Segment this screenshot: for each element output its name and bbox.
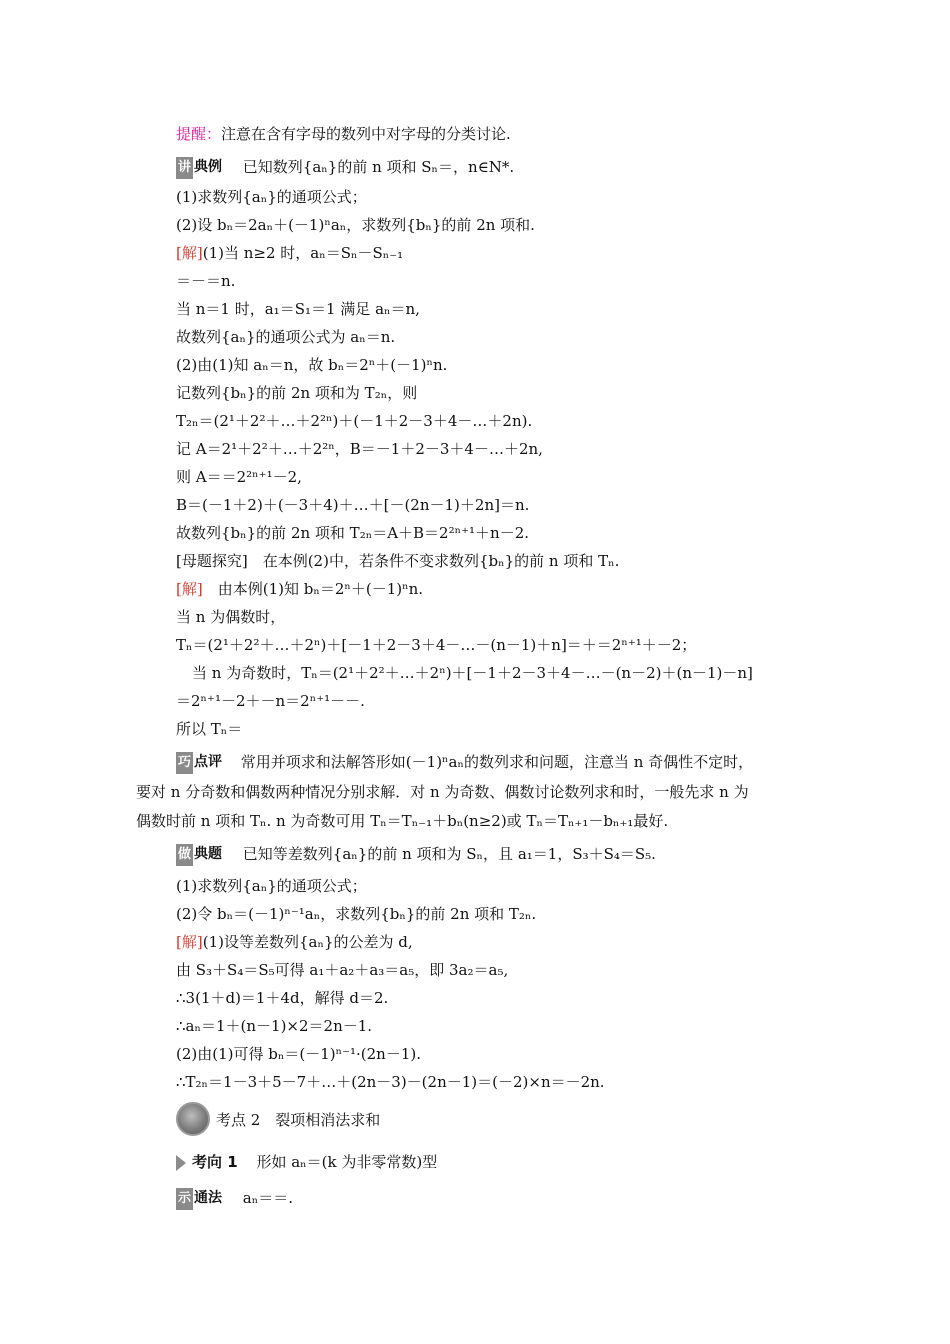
example-tag bbox=[176, 157, 222, 179]
exercise-question-1: (1)求数列{aₙ}的通项公式； bbox=[176, 877, 367, 895]
method-tag bbox=[176, 1188, 222, 1210]
variant-solution-label: [解] bbox=[176, 580, 203, 598]
solution-line-10: B＝(－1＋2)＋(－3＋4)＋…＋[－(2n－1)＋2n]＝n. bbox=[176, 496, 530, 514]
exercise-solution-line-5: (2)由(1)可得 bₙ＝(－1)ⁿ⁻¹·(2n－1). bbox=[176, 1045, 422, 1063]
question-1: (1)求数列{aₙ}的通项公式； bbox=[176, 188, 367, 206]
solution-line-9: 则 A＝＝2²ⁿ⁺¹－2, bbox=[176, 468, 302, 486]
triangle-icon bbox=[176, 1155, 186, 1171]
variant-solution-line-6: 所以 Tₙ＝ bbox=[176, 720, 243, 738]
subsection-heading bbox=[176, 1152, 437, 1172]
exercise-tag-box: 做 bbox=[176, 844, 193, 866]
solution-line-8: 记 A＝2¹＋2²＋…＋2²ⁿ，B＝－1＋2－3＋4－…＋2n, bbox=[176, 440, 543, 458]
method-tag-box: 示 bbox=[176, 1188, 193, 1210]
method-tag-label: 通法 bbox=[194, 1190, 223, 1206]
solution-line-4: 故数列{aₙ}的通项公式为 aₙ＝n. bbox=[176, 328, 396, 346]
exercise-solution-label: [解] bbox=[176, 933, 203, 951]
exercise-solution-line-2: 由 S₃＋S₄＝S₅可得 a₁＋a₂＋a₃＝a₅，即 3a₂＝a₅, bbox=[176, 961, 509, 979]
variant-solution-line-5: ＝2ⁿ⁺¹－2＋－n＝2ⁿ⁺¹－－. bbox=[176, 692, 365, 710]
exercise-solution-line-4: ∴aₙ＝1＋(n－1)×2＝2n－1. bbox=[176, 1017, 373, 1035]
variant-solution-text: 由本例(1)知 bₙ＝2ⁿ＋(－1)ⁿn. bbox=[202, 580, 424, 598]
section-title: 考点 2 裂项相消法求和 bbox=[216, 1111, 381, 1129]
reminder-label: 提醒： bbox=[176, 125, 222, 143]
example-text: 已知数列{aₙ}的前 n 项和 Sₙ＝，n∈N*. bbox=[242, 158, 515, 176]
solution-line-2: ＝－＝n. bbox=[176, 272, 236, 290]
exercise-tag-label: 典题 bbox=[194, 846, 223, 862]
example-heading bbox=[176, 157, 514, 179]
exercise-solution-text: (1)设等差数列{aₙ}的公差为 d, bbox=[202, 933, 413, 951]
solution-line-5: (2)由(1)知 aₙ＝n，故 bₙ＝2ⁿ＋(－1)ⁿn. bbox=[176, 356, 448, 374]
solution-label: [解] bbox=[176, 244, 203, 262]
exercise-tag bbox=[176, 844, 222, 866]
exercise-solution-line-1 bbox=[176, 932, 413, 952]
section-circle-icon bbox=[176, 1102, 210, 1136]
variant-question: [母题探究] 在本例(2)中，若条件不变求数列{bₙ}的前 n 项和 Tₙ. bbox=[176, 552, 620, 570]
reminder-text: 注意在含有字母的数列中对字母的分类讨论. bbox=[221, 125, 511, 143]
solution-text: (1)当 n≥2 时，aₙ＝Sₙ－Sₙ₋₁ bbox=[202, 244, 404, 262]
subsection-label: 考向 1 bbox=[192, 1153, 238, 1171]
exercise-solution-line-3: ∴3(1＋d)＝1＋4d，解得 d＝2. bbox=[176, 989, 389, 1007]
comment-tag bbox=[176, 752, 222, 774]
exercise-text: 已知等差数列{aₙ}的前 n 项和为 Sₙ，且 a₁＝1，S₃＋S₄＝S₅. bbox=[242, 845, 656, 863]
example-tag-label: 典例 bbox=[194, 159, 223, 175]
method-text: aₙ＝＝. bbox=[242, 1189, 293, 1207]
exercise-question-2: (2)令 bₙ＝(－1)ⁿ⁻¹aₙ，求数列{bₙ}的前 2n 项和 T₂ₙ. bbox=[176, 905, 537, 923]
example-tag-box: 讲 bbox=[176, 157, 193, 179]
question-2: (2)设 bₙ＝2aₙ＋(－1)ⁿaₙ，求数列{bₙ}的前 2n 项和. bbox=[176, 216, 535, 234]
method-heading bbox=[176, 1188, 293, 1210]
comment-line-2: 要对 n 分奇数和偶数两种情况分别求解．对 n 为奇数、偶数讨论数列求和时，一般先求 n 为 bbox=[136, 783, 749, 801]
comment-tag-label: 点评 bbox=[194, 754, 223, 770]
variant-solution-line-1 bbox=[176, 579, 423, 599]
variant-solution-line-2: 当 n 为偶数时， bbox=[176, 608, 286, 626]
variant-solution-line-3: Tₙ＝(2¹＋2²＋…＋2ⁿ)＋[－1＋2－3＋4－…－(n－1)＋n]＝＋＝2ⁿ⁺¹＋－2； bbox=[176, 636, 697, 654]
reminder-line bbox=[176, 124, 511, 144]
comment-line-3: 偶数时前 n 项和 Tₙ. n 为奇数可用 Tₙ＝Tₙ₋₁＋bₙ(n≥2)或 Tₙ＝Tₙ₊₁－bₙ₊₁最好. bbox=[136, 812, 669, 830]
variant-solution-line-4: 当 n 为奇数时，Tₙ＝(2¹＋2²＋…＋2ⁿ)＋[－1＋2－3＋4－…－(n－2)＋(n－1)－n] bbox=[192, 664, 753, 682]
solution-line-3: 当 n＝1 时，a₁＝S₁＝1 满足 aₙ＝n, bbox=[176, 300, 420, 318]
solution-line-6: 记数列{bₙ}的前 2n 项和为 T₂ₙ，则 bbox=[176, 384, 418, 402]
subsection-text: 形如 aₙ＝(k 为非零常数)型 bbox=[256, 1153, 438, 1171]
exercise-solution-line-6: ∴T₂ₙ＝1－3＋5－7＋…＋(2n－3)－(2n－1)＝(－2)×n＝－2n. bbox=[176, 1073, 605, 1091]
solution-line-1 bbox=[176, 243, 403, 263]
exercise-heading bbox=[176, 844, 656, 866]
comment-text: 常用并项求和法解答形如(－1)ⁿaₙ的数列求和问题，注意当 n 奇偶性不定时， bbox=[240, 753, 754, 771]
comment-tag-box: 巧 bbox=[176, 752, 193, 774]
comment-heading bbox=[176, 752, 753, 774]
solution-line-11: 故数列{bₙ}的前 2n 项和 T₂ₙ＝A＋B＝2²ⁿ⁺¹＋n－2. bbox=[176, 524, 529, 542]
solution-line-7: T₂ₙ＝(2¹＋2²＋…＋2²ⁿ)＋(－1＋2－3＋4－…＋2n). bbox=[176, 412, 533, 430]
